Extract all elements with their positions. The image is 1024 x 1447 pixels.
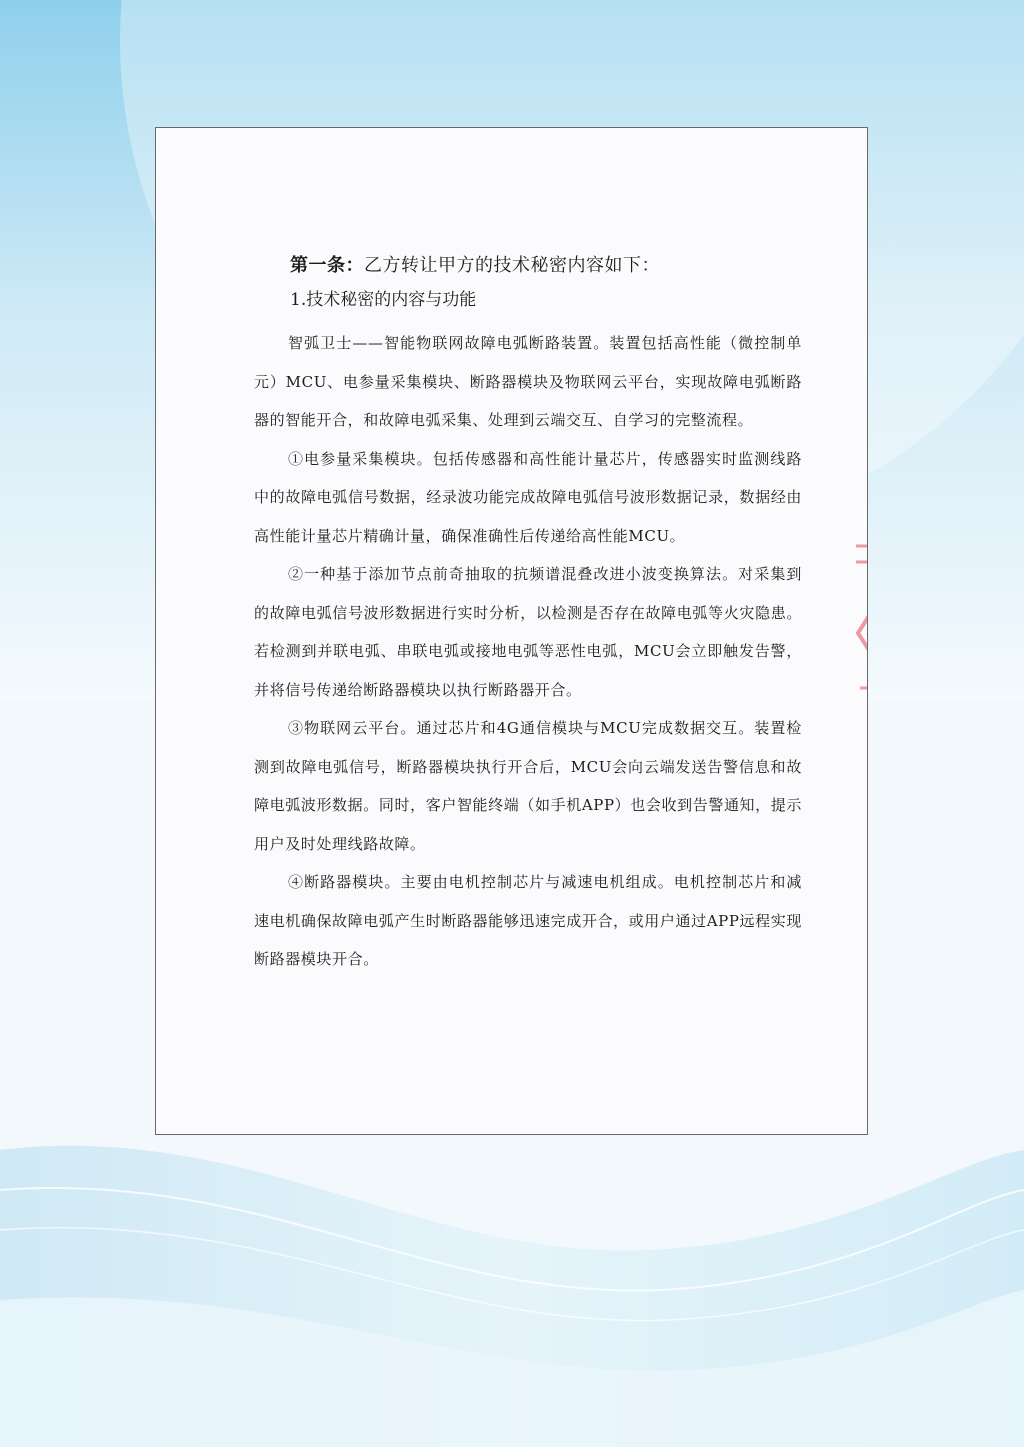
paragraph-cloud-platform: ③物联网云平台。通过芯片和4G通信模块与MCU完成数据交互。装置检测到故障电弧信号，断路器模块执行开合后，MCU会向云端发送告警信息和故障电弧波形数据。同时，客户智能终端（如手机APP）也会收到告警通知，提示用户及时处理线路故障。 xyxy=(254,719,802,853)
section-subheading: 1.技术秘密的内容与功能 xyxy=(290,290,477,310)
paragraph-breaker-module: ④断路器模块。主要由电机控制芯片与减速电机组成。电机控制芯片和减速电机确保故障电弧产生时断路器能够迅速完成开合，或用户通过APP远程实现断路器模块开合。 xyxy=(254,873,802,968)
article-heading-text: 乙方转让甲方的技术秘密内容如下： xyxy=(364,255,660,276)
article-heading-label: 第一条： xyxy=(290,255,364,276)
document-scan xyxy=(155,127,868,1135)
paragraph-algorithm: ②一种基于添加节点前奇抽取的抗频谱混叠改进小波变换算法。对采集到的故障电弧信号波形数据进行实时分析，以检测是否存在故障电弧等火灾隐患。若检测到并联电弧、串联电弧或接地电弧等恶性电弧，MCU会立即触发告警，并将信号传递给断路器模块以执行断路器开合。 xyxy=(254,565,802,699)
article-heading xyxy=(290,252,802,280)
paragraph-sampling-module: ①电参量采集模块。包括传感器和高性能计量芯片，传感器实时监测线路中的故障电弧信号数据，经录波功能完成故障电弧信号波形数据记录，数据经由高性能计量芯片精确计量，确保准确性后传递给高性能MCU。 xyxy=(254,449,802,545)
red-seal-stamp xyxy=(852,538,868,708)
paragraph-overview: 智弧卫士——智能物联网故障电弧断路装置。装置包括高性能（微控制单元）MCU、电参量采集模块、断路器模块及物联网云平台，实现故障电弧断路器的智能开合，和故障电弧采集、处理到云端交互、自学习的完整流程。 xyxy=(254,334,802,429)
document-body xyxy=(254,252,802,979)
